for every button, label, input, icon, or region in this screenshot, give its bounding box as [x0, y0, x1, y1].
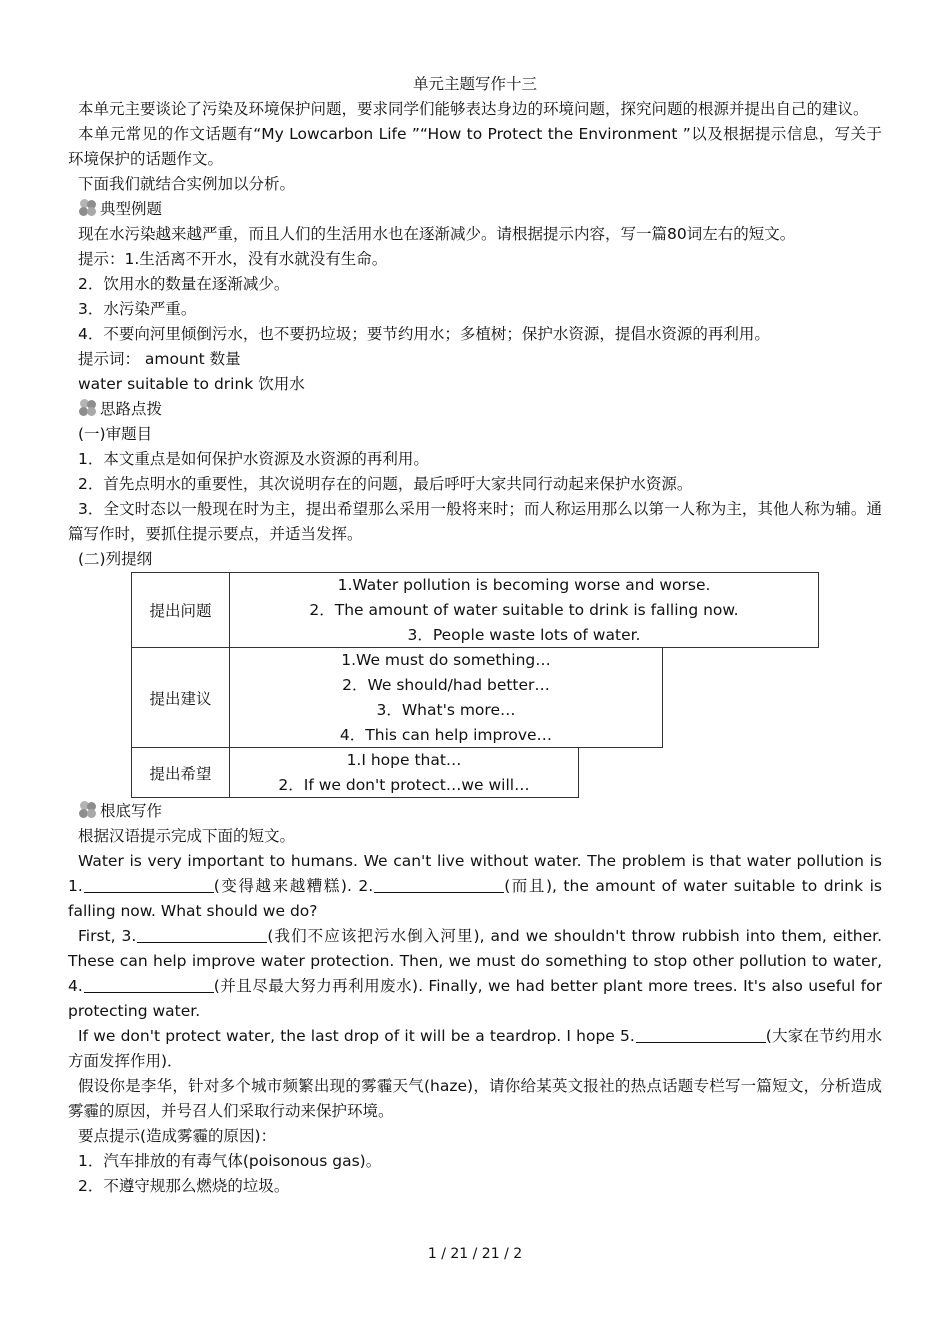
- outline-item: 1.I hope that…: [346, 750, 462, 769]
- analysis-line: 3．全文时态以一般现在时为主，提出希望那么采用一般将来时；而人称运用那么以第一人称为主，其他人称为辅。通篇写作时，要抓住提示要点，并适当发挥。: [68, 500, 882, 543]
- outline-item: 3．What's more…: [376, 700, 516, 719]
- analysis-line: 2．首先点明水的重要性，其次说明存在的问题，最后呼吁大家共同行动起来保护水资源。: [78, 475, 693, 493]
- example-line: 4．不要向河里倾倒污水，也不要扔垃圾；要节约用水；多植树；保护水资源，提倡水资源的再利用。: [78, 325, 770, 343]
- task-points-title: 要点提示(造成雾霾的原因)：: [78, 1127, 277, 1145]
- task-prompt: 假设你是李华，针对多个城市频繁出现的雾霾天气(haze)，请你给某英文报社的热点话题专栏写一篇短文，分析造成雾霾的原因，并号召人们采取行动来保护环境。: [68, 1077, 882, 1120]
- task-point: 2．不遵守规那么燃烧的垃圾。: [78, 1177, 290, 1195]
- cloze-paragraph-2: First, 3. (我们不应该把污水倒入河里), and we shouldn't throw rubbish into them, either. These can help improve water protection. Then, we must do something to stop other pollution to water, 4. (并且尽最大努力再利用废水). Finally, we had better plant more trees. It's also useful for protecting water.: [68, 927, 883, 1020]
- answer-blank-1[interactable]: [84, 876, 214, 893]
- outline-row-label: 提出问题: [132, 573, 230, 647]
- intro-paragraph-1: 本单元主要谈论了污染及环境保护问题，要求同学们能够表达身边的环境问题，探究问题的根源并提出自己的建议。: [78, 100, 869, 118]
- analysis-line: (一)审题目: [78, 425, 153, 443]
- page-title: 单元主题写作十三: [412, 75, 537, 93]
- outline-item: 2．We should/had better…: [342, 675, 550, 694]
- section-heading-text: 根底写作: [100, 802, 163, 820]
- example-line: 提示：1.生活离不开水，没有水就没有生命。: [78, 250, 388, 268]
- section-heading-basic-writing: [68, 799, 882, 824]
- answer-blank-3[interactable]: [137, 926, 267, 943]
- section-heading-analysis: [68, 397, 882, 422]
- analysis-line: (二)列提纲: [78, 550, 153, 568]
- section-heading-example: [68, 197, 882, 222]
- section-heading-text: 思路点拨: [100, 400, 163, 418]
- outline-item: 3．People waste lots of water.: [407, 625, 641, 644]
- outline-row-suggestions: [131, 647, 663, 748]
- analysis-line: 1．本文重点是如何保护水资源及水资源的再利用。: [78, 450, 429, 468]
- cloze-paragraph-3: If we don't protect water, the last drop of it will be a teardrop. I hope 5. (大家在节约用水方面发挥作用)．: [68, 1027, 882, 1070]
- section-heading-text: 典型例题: [100, 200, 163, 218]
- page-number: 1 / 21 / 21 / 2: [427, 1246, 523, 1262]
- answer-blank-2[interactable]: [374, 876, 504, 893]
- writing-instruction: 根据汉语提示完成下面的短文。: [78, 827, 296, 845]
- example-line: 2．饮用水的数量在逐渐减少。: [78, 275, 290, 293]
- outline-row-label: 提出希望: [132, 748, 230, 797]
- example-line: 3．水污染严重。: [78, 300, 197, 318]
- cloze-paragraph-1: Water is very important to humans. We can't live without water. The problem is that water pollution is 1. (变得越来越糟糕). 2. (而且), the amount of water suitable to drink is falling now. What should we do?: [68, 852, 882, 920]
- task-point: 1．汽车排放的有毒气体(poisonous gas)。: [78, 1152, 382, 1170]
- intro-paragraph-3: 下面我们就结合实例加以分析。: [78, 175, 296, 193]
- clover-bullet-icon: [78, 801, 98, 819]
- answer-blank-5[interactable]: [636, 1026, 766, 1043]
- example-line: water suitable to drink 饮用水: [78, 375, 305, 393]
- example-line: 提示词： amount 数量: [78, 350, 241, 368]
- answer-blank-4[interactable]: [84, 976, 214, 993]
- outline-item: 1.We must do something…: [341, 650, 551, 669]
- outline-item: 1.Water pollution is becoming worse and worse.: [337, 575, 711, 594]
- document-page: [68, 72, 882, 1199]
- intro-paragraph-2: 本单元常见的作文话题有“My Lowcarbon Life ”“How to Protect the Environment ”以及根据提示信息，写关于环境保护的话题作文。: [68, 125, 882, 168]
- outline-table: [131, 572, 882, 799]
- example-line: 现在水污染越来越严重，而且人们的生活用水也在逐渐减少。请根据提示内容，写一篇80词左右的短文。: [78, 225, 796, 243]
- clover-bullet-icon: [78, 399, 98, 417]
- clover-bullet-icon: [78, 199, 98, 217]
- outline-row-label: 提出建议: [132, 648, 230, 747]
- outline-item: 2．The amount of water suitable to drink is falling now.: [309, 600, 739, 619]
- outline-row-hopes: [131, 747, 579, 798]
- outline-item: 4．This can help improve…: [339, 725, 553, 744]
- outline-item: 2．If we don't protect…we will…: [278, 775, 530, 794]
- outline-row-problems: [131, 572, 819, 648]
